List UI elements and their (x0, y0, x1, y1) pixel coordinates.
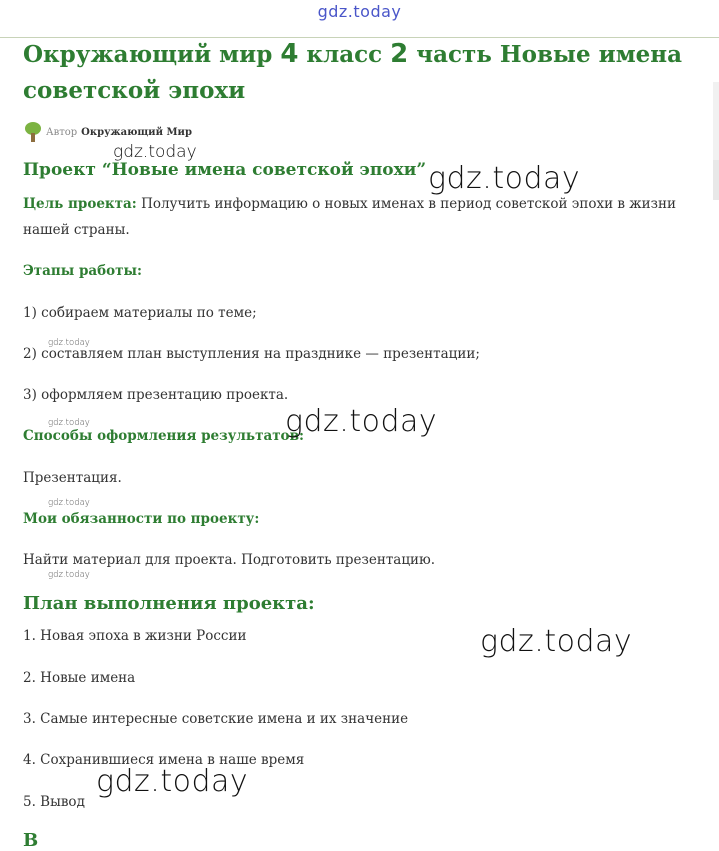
stage-item: 3) оформляем презентацию проекта. (23, 387, 289, 403)
sidebar-edge-lower (713, 160, 719, 200)
plan-item: 1. Новая эпоха в жизни России (23, 628, 247, 644)
plan-item: 4. Сохранившиеся имена в наше время (23, 752, 305, 768)
stage-item: 2) составляем план выступления на празднике — презентации; (23, 346, 480, 362)
methods-label: Способы оформления результатов: (23, 428, 304, 444)
duties-label: Мои обязанности по проекту: (23, 511, 260, 527)
goal-text: Получить информацию о новых именах в период советской эпохи в жизни нашей страны. (23, 196, 677, 238)
next-section-heading: В (23, 830, 39, 851)
watermark: gdz.today (285, 404, 438, 439)
site-logo[interactable]: gdz.today (317, 2, 402, 21)
plan-heading: План выполнения проекта: (23, 593, 315, 614)
author-name[interactable]: Окружающий Мир (81, 126, 192, 138)
watermark: gdz.today (48, 418, 90, 428)
plan-item: 2. Новые имена (23, 670, 136, 686)
watermark: gdz.today (48, 498, 90, 508)
tree-icon (24, 122, 42, 142)
plan-item: 5. Вывод (23, 794, 85, 810)
watermark: gdz.today (48, 338, 90, 348)
author-line (24, 122, 192, 142)
author-label: Автор (46, 126, 78, 138)
duties-text: Найти материал для проекта. Подготовить презентацию. (23, 552, 436, 568)
methods-text: Презентация. (23, 470, 122, 486)
watermark: gdz.today (113, 142, 197, 162)
stage-item: 1) собираем материалы по теме; (23, 305, 257, 321)
watermark: gdz.today (96, 764, 249, 799)
watermark: gdz.today (48, 570, 90, 580)
page-title: Окружающий мир 4 класс 2 часть Новые имена советской эпохи (23, 39, 683, 104)
watermark: gdz.today (480, 624, 633, 659)
watermark: gdz.today (428, 161, 581, 196)
stages-label: Этапы работы: (23, 263, 143, 279)
project-goal (23, 191, 683, 243)
goal-label: Цель проекта: (23, 196, 137, 212)
project-heading: Проект “Новые имена советской эпохи” (23, 160, 427, 180)
plan-item: 3. Самые интересные советские имена и их значение (23, 711, 409, 727)
